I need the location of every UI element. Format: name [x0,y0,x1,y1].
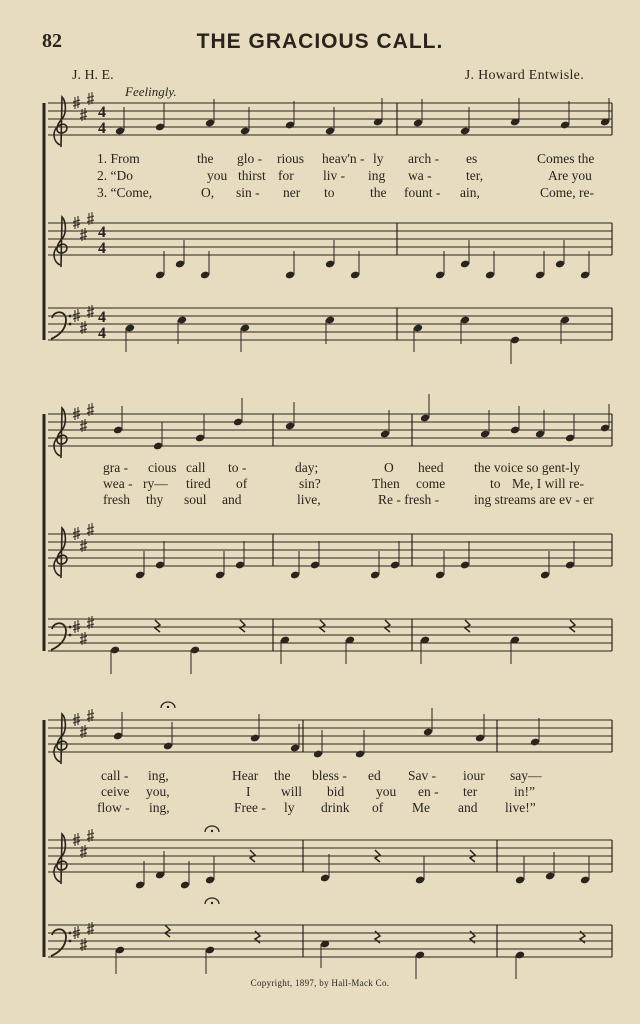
lyric-word: ed [368,768,381,783]
lyric-word: drink [321,800,350,815]
lyric-word: ceive [101,784,130,799]
lyric-word: Comes the [537,151,595,166]
lyric-word: you, [146,784,170,799]
lyric-word: Then [372,476,400,491]
lyric-word: ing [368,168,386,183]
rest-icon [320,620,325,632]
lyric-word: soul [184,492,207,507]
lyric-word: gra - [103,460,129,475]
lyric-word: live!” [505,800,536,815]
lyric-word: wa - [408,168,432,183]
rest-icon [240,620,245,632]
lyric-word: ter [463,784,478,799]
bass-clef-dot [69,315,72,318]
lyric-word: day; [295,460,319,475]
lyric-word: Sav - [408,768,437,783]
fermata-dot [211,902,213,904]
copyright-notice: Copyright, 1897, by Hall-Mack Co. [250,978,390,988]
lyric-word: Are you [548,168,592,183]
time-signature: 4 [98,224,106,241]
lyric-word: you [207,168,228,183]
time-signature: 4 [98,325,106,342]
lyric-word: call - [101,768,129,783]
time-signature: 4 [98,309,106,326]
lyricist: J. H. E. [72,68,114,83]
lyric-word: thirst [238,168,266,183]
lyric-word: liv - [323,168,346,183]
lyric-word: O [384,460,394,475]
lyric-word: say— [510,768,542,783]
rest-icon [165,925,170,937]
composer: J. Howard Entwisle. [464,68,584,83]
lyric-word: live, [297,492,321,507]
fermata-dot [211,830,213,832]
lyric-word: the [197,151,214,166]
rest-icon [570,620,575,632]
lyric-word: flow - [97,800,130,815]
lyric-word: arch - [408,151,440,166]
lyric-word: sin - [236,185,260,200]
hymn-title: THE GRACIOUS CALL. [196,30,444,53]
treble-clef-icon [54,714,67,764]
lyric-word: thy [146,492,164,507]
lyric-word: iour [463,768,485,783]
lyric-word: the [370,185,387,200]
tempo-marking: Feelingly. [125,84,177,99]
lyric-word: Free - [234,800,266,815]
time-signature: 4 [98,104,106,121]
lyric-word: wea - [103,476,133,491]
page-number: 82 [42,30,62,52]
time-signature: 4 [98,120,106,137]
lyric-word: ing, [148,768,169,783]
lyric-word: Re - fresh - [378,492,440,507]
treble-clef-icon [54,408,67,458]
lyric-word: ry— [143,476,168,491]
lyric-word: glo - [237,151,263,166]
lyric-word: Me, I will re- [512,476,584,491]
lyric-word: of [372,800,384,815]
lyric-word: bid [327,784,345,799]
lyric-word: heed [418,460,444,475]
lyric-word: 1. From [97,151,140,166]
lyric-word: Me [412,800,430,815]
lyric-word: the [274,768,291,783]
lyric-word: es [466,151,478,166]
lyric-word: ly [284,800,295,815]
lyric-word: ing, [149,800,170,815]
rest-icon [465,620,470,632]
lyric-word: cious [148,460,177,475]
lyric-word: 3. “Come, [97,185,153,200]
lyric-word: of [236,476,248,491]
bass-clef-dot [69,940,72,943]
lyric-word: ing streams are ev - er [474,492,594,507]
lyric-word: ter, [466,168,484,183]
lyric-word: and [458,800,478,815]
lyric-word: to - [228,460,247,475]
treble-clef-icon [54,834,67,884]
lyric-word: en - [418,784,439,799]
treble-clef-icon [54,97,67,147]
treble-clef-icon [54,217,67,267]
lyric-word: rious [277,151,304,166]
treble-clef-icon [54,528,67,578]
lyric-word: Come, re- [540,185,594,200]
lyric-word: ner [283,185,301,200]
lyric-word: in!” [514,784,535,799]
lyric-word: 2. “Do [97,168,133,183]
lyric-word: ain, [460,185,480,200]
lyric-word: bless - [312,768,347,783]
lyric-word: come [416,476,446,491]
lyric-word: you [376,784,397,799]
bass-clef-dot [69,634,72,637]
fermata-dot [167,706,169,708]
bass-clef-dot [69,323,72,326]
lyric-word: ly [373,151,384,166]
lyric-word: I [246,784,251,799]
lyric-word: heav'n - [322,151,365,166]
lyric-word: tired [186,476,211,491]
lyric-word: and [222,492,242,507]
lyric-word: Hear [232,768,259,783]
lyric-word: to [324,185,335,200]
rest-icon [155,620,160,632]
rest-icon [385,620,390,632]
bass-clef-dot [69,626,72,629]
lyric-word: to [490,476,501,491]
lyric-word: fresh [103,492,130,507]
lyric-word: O, [201,185,215,200]
lyric-word: sin? [299,476,321,491]
lyric-word: fount - [404,185,441,200]
lyric-word: the voice so gent-ly [474,460,581,475]
lyric-word: for [278,168,294,183]
time-signature: 4 [98,240,106,257]
lyric-word: call [186,460,206,475]
bass-clef-dot [69,932,72,935]
lyric-word: will [281,784,303,799]
